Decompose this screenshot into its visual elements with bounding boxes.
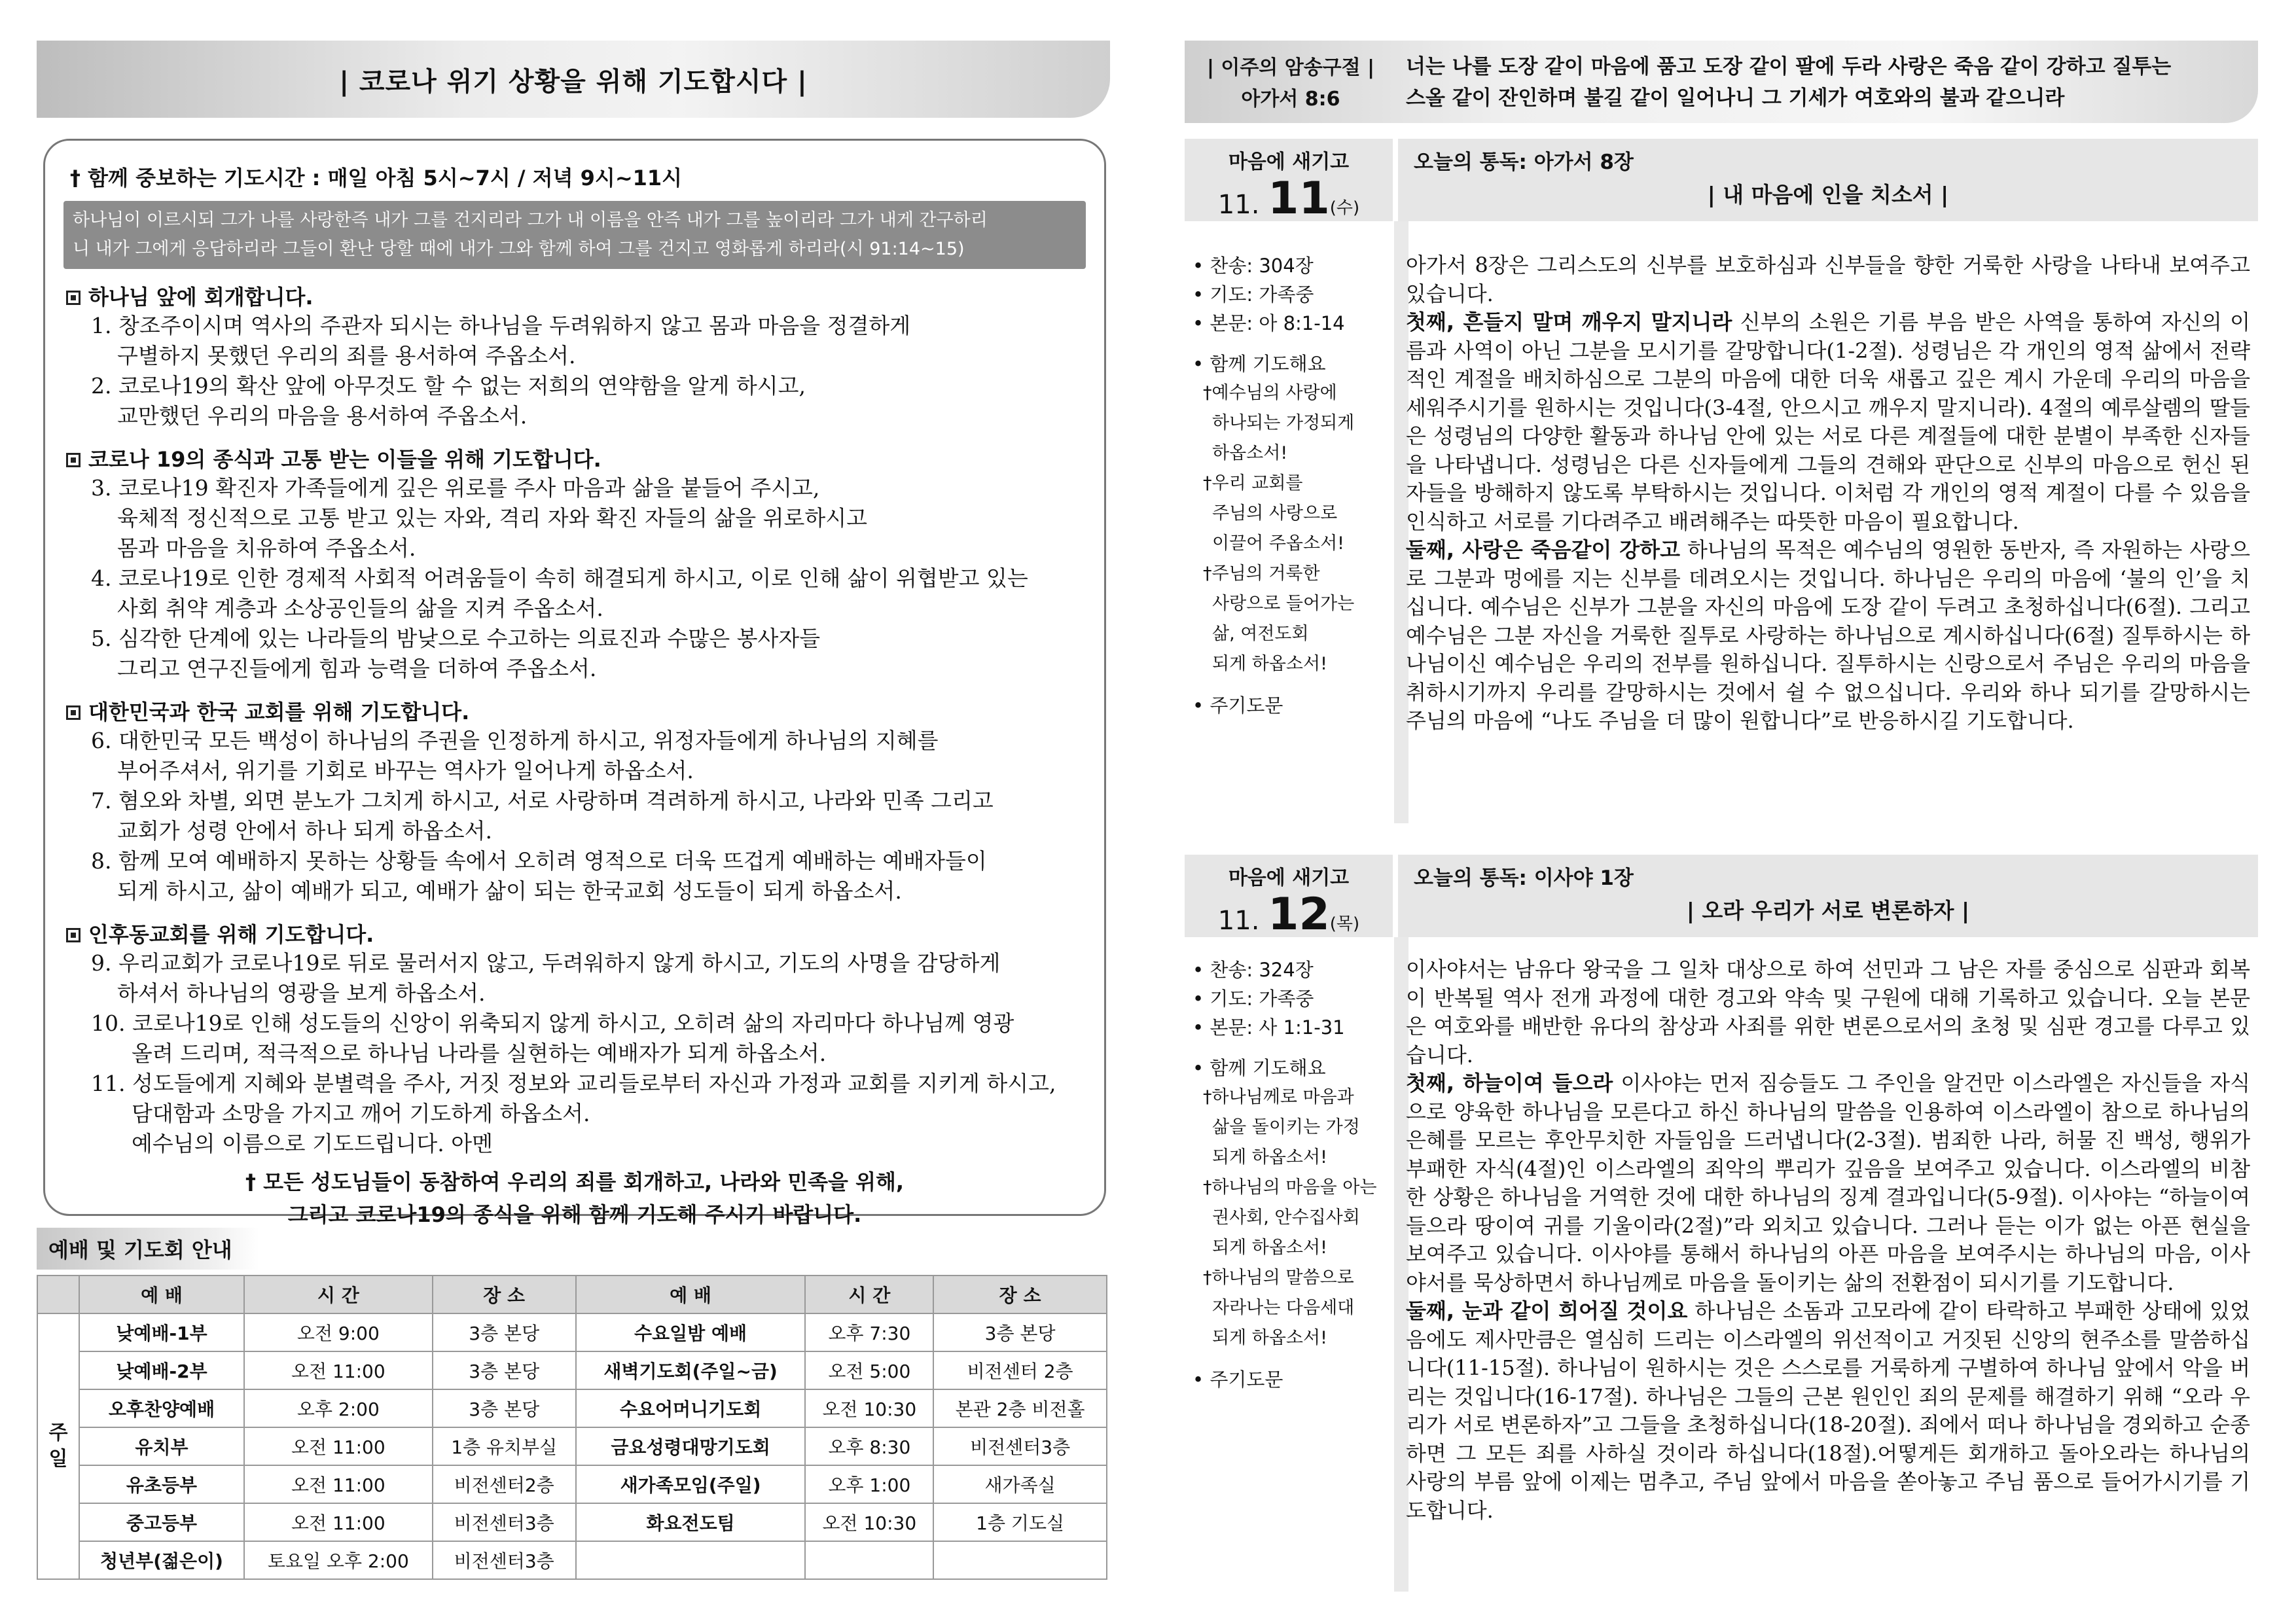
verse-box xyxy=(63,201,1086,269)
prayer-leader-label: • 기도: 가족중 xyxy=(1193,283,1314,306)
table-cell: 금요성령대망기도회 xyxy=(576,1427,806,1465)
table-header: 시 간 xyxy=(244,1275,433,1313)
table-cell: 비전센터 2층 xyxy=(933,1351,1107,1389)
prayer-leader-label: • 기도: 가족중 xyxy=(1193,988,1314,1010)
table-cell: 오전 5:00 xyxy=(805,1351,933,1389)
prayer-request: †주님의 거룩한 사랑으로 들어가는 삶, 여전도회 되게 하옵소서! xyxy=(1203,563,1355,674)
reading-subtitle: | 오라 우리가 서로 변론하자 | xyxy=(1686,898,1970,923)
day-body-1 xyxy=(1406,251,2250,736)
point-heading: 첫째, 흔들지 말며 깨우지 말지니라 xyxy=(1406,310,1732,334)
prayer-item-line: 담대함과 소망을 가지고 깨어 기도하게 하옵소서. xyxy=(132,1101,590,1126)
table-cell: 수요일밤 예배 xyxy=(576,1313,806,1351)
header-divider xyxy=(1393,139,1398,221)
worship-section-title: 예배 및 기도회 안내 xyxy=(37,1228,259,1270)
verse-line: 니 내가 그에게 응답하리라 그들이 환난 당할 때에 내가 그와 함께 하여 그를 건지고 영화롭게 하리라(시 91:14~15) xyxy=(73,239,965,259)
prayer-item-line: 되게 하시고, 삶이 예배가 되고, 예배가 삶이 되는 한국교회 성도들이 되게 하옵소서. xyxy=(117,878,902,904)
table-cell: 3층 본당 xyxy=(433,1351,576,1389)
table-cell: 오전 11:00 xyxy=(244,1503,433,1541)
table-cell: 오후 2:00 xyxy=(244,1389,433,1427)
table-row xyxy=(37,1427,1107,1465)
prayer-item-line: 11. 성도들에게 지혜와 분별력을 주사, 거짓 정보와 교리들로부터 자신과 가정과 교회를 지키게 하시고, xyxy=(91,1071,1056,1096)
day-label: 마음에 새기고 xyxy=(1228,866,1350,889)
reading-title: 오늘의 통독: 아가서 8장 xyxy=(1414,151,1634,174)
body-paragraph xyxy=(1406,308,2250,536)
day-sidebar-2 xyxy=(1193,955,1389,1394)
prayer-item-line: 7. 혐오와 차별, 외면 분노가 그치게 하시고, 서로 사랑하며 격려하게 하시고, 나라와 민족 그리고 xyxy=(91,788,994,813)
verse-line: 하나님이 이르시되 그가 나를 사랑한즉 내가 그를 건지리라 그가 내 이름을 안즉 내가 그를 높이리라 그가 내게 간구하리 xyxy=(73,210,988,230)
table-header: 예 배 xyxy=(79,1275,244,1313)
table-cell xyxy=(805,1541,933,1579)
day-sidebar-1 xyxy=(1193,251,1389,720)
prayer-list xyxy=(1193,378,1389,679)
pray-together-label: • 함께 기도해요 xyxy=(1193,1057,1326,1079)
square-bullet-icon xyxy=(66,928,81,942)
prayer-item-line: 9. 우리교회가 코로나19로 뒤로 물러서지 않고, 두려워하지 않게 하시고, 기도의 사명을 감당하게 xyxy=(91,950,1001,976)
prayer-list xyxy=(1193,1082,1389,1353)
table-cell: 오전 9:00 xyxy=(244,1313,433,1351)
table-cell: 3층 본당 xyxy=(433,1389,576,1427)
table-cell: 새가족실 xyxy=(933,1465,1107,1503)
table-cell: 오후찬양예배 xyxy=(79,1389,244,1427)
point-heading: 둘째, 사랑은 죽음같이 강하고 xyxy=(1406,537,1681,562)
table-cell: 청년부(젊은이) xyxy=(79,1541,244,1579)
table-cell: 오전 11:00 xyxy=(244,1427,433,1465)
table-row xyxy=(37,1541,1107,1579)
body-paragraph xyxy=(1406,1297,2250,1525)
prayer-item-line: 몸과 마음을 치유하여 주옵소서. xyxy=(117,535,416,561)
table-cell: 비전센터2층 xyxy=(433,1465,576,1503)
closing-message xyxy=(61,1166,1088,1231)
day-body-2 xyxy=(1406,955,2250,1525)
prayer-section-title xyxy=(66,281,1088,311)
table-header: 예 배 xyxy=(576,1275,806,1313)
prayer-item-line: 올려 드리며, 적극적으로 하나님 나라를 실현하는 예배자가 되게 하옵소서. xyxy=(132,1041,827,1066)
table-cell: 비전센터3층 xyxy=(433,1503,576,1541)
table-cell: 오후 8:30 xyxy=(805,1427,933,1465)
prayer-item-line: 1. 창조주이시며 역사의 주관자 되시는 하나님을 두려워하지 않고 몸과 마음을 정결하게 xyxy=(91,313,911,338)
date-weekday: (수) xyxy=(1329,198,1360,218)
sunday-side-label: 주 일 xyxy=(37,1313,79,1579)
table-header-row xyxy=(37,1275,1107,1313)
hymn-label: • 찬송: 324장 xyxy=(1193,959,1314,981)
prayer-item-line: 육체적 정신적으로 고통 받고 있는 자와, 격리 자와 확진 자들의 삶을 위로하시고 xyxy=(117,505,867,531)
header-divider xyxy=(1393,855,1398,937)
prayer-section-title xyxy=(66,918,1088,948)
prayer-item-line: 8. 함께 모여 예배하지 못하는 상황들 속에서 오히려 영적으로 더욱 뜨겁게 예배하는 예배자들이 xyxy=(91,848,987,874)
prayer-item-line: 그리고 연구진들에게 힘과 능력을 더하여 주옵소서. xyxy=(117,656,597,681)
table-cell xyxy=(933,1541,1107,1579)
date-month: 11. xyxy=(1217,906,1260,936)
lords-prayer-label: • 주기도문 xyxy=(1193,694,1283,717)
section-title-text: 하나님 앞에 회개합니다. xyxy=(88,285,314,310)
prayer-box xyxy=(43,139,1106,1227)
table-cell: 오후 7:30 xyxy=(805,1313,933,1351)
square-bullet-icon xyxy=(66,291,81,305)
table-cell: 오전 10:30 xyxy=(805,1389,933,1427)
table-row xyxy=(37,1389,1107,1427)
memory-verse-line: 스올 같이 잔인하며 불길 같이 일어나니 그 기세가 여호와의 불과 같으니라 xyxy=(1406,86,2065,110)
table-cell: 중고등부 xyxy=(79,1503,244,1541)
point-heading: 첫째, 하늘이여 들으라 xyxy=(1406,1071,1613,1096)
lords-prayer-label: • 주기도문 xyxy=(1193,1368,1283,1391)
point-text: 이사야는 먼저 짐승들도 그 주인을 알건만 이스라엘은 자신들을 자식으로 양육한 하나님을 모른다고 하신 하나님의 말씀을 인용하여 이스라엘이 참으로 하나님의 은혜를 모르는 후안무치한 자들임을 드러냅니다(2-3절). 범죄한 나라, 허물 진 백성, 행위가 부패한 자식(4절)인 이스라엘의 죄악의 뿌리가 깊음을 보여주고 있습니다. 이스라엘의 비참한 상황은 하나님을 거역한 것에 대한 하나님의 징계 결과입니다(5-9절). 이사야는 “하늘이여 들으라 땅이여 귀를 기울이라(2절)”라 외치고 있습니다. 그러나 듣는 이가 없는 아픈 현실을 보여주고 있습니다. 이사야를 통해서 하나님의 아픈 마음을 보여주시는 하나님의 마음, 이사야서를 묵상하면서 하나님께로 마음을 돌이키는 삶의 전환점이 되시기를 기도합니다. xyxy=(1406,1071,2250,1295)
table-row xyxy=(37,1503,1107,1541)
prayer-item-line: 3. 코로나19 확진자 가족들에게 깊은 위로를 주사 마음과 삶을 붙들어 주시고, xyxy=(91,475,820,501)
square-bullet-icon xyxy=(66,705,81,720)
prayer-item-line: 10. 코로나19로 인해 성도들의 신앙이 위축되지 않게 하시고, 오히려 삶의 자리마다 하나님께 영광 xyxy=(91,1010,1014,1036)
table-cell: 비전센터3층 xyxy=(433,1541,576,1579)
prayer-request: †예수님의 사랑에 하나되는 가정되게 하옵소서! xyxy=(1203,383,1355,463)
prayer-item-line: 5. 심각한 단계에 있는 나라들의 밤낮으로 수고하는 의료진과 수많은 봉사자들 xyxy=(91,626,821,651)
prayer-item-line: 구별하지 못했던 우리의 죄를 용서하여 주옵소서. xyxy=(117,343,576,368)
table-cell: 낮예배-1부 xyxy=(79,1313,244,1351)
prayer-section-title xyxy=(66,696,1088,726)
section-title-text: 대한민국과 한국 교회를 위해 기도합니다. xyxy=(88,700,470,724)
table-cell: 3층 본당 xyxy=(433,1313,576,1351)
table-cell: 오전 10:30 xyxy=(805,1503,933,1541)
body-paragraph xyxy=(1406,1069,2250,1297)
table-cell: 1층 기도실 xyxy=(933,1503,1107,1541)
prayer-item-line: 2. 코로나19의 확산 앞에 아무것도 할 수 없는 저희의 연약함을 알게 하시고, xyxy=(91,373,806,399)
point-text: 하나님의 목적은 예수님의 영원한 동반자, 즉 자원하는 사랑으로 그분과 멍에를 지는 신부를 데려오시는 것입니다. 하나님은 우리의 마음에 ‘불의 인’을 치십니다. 예수님은 신부가 그분을 자신의 마음에 도장 같이 두려고 초청하십니다(6절). 그리고 예수님은 그분 자신을 거룩한 질투로 사랑하는 하나님으로 계시하십니다(6절) 질투하시는 하나님이신 예수님은 우리의 전부를 원하십니다. 질투하시는 신랑으로서 주님은 우리의 마음을 취하시기까지 우리를 갈망하시는 것에서 쉴 수 없으십니다. 우리와 하나 되기를 갈망하시는 주님의 마음에 “나도 주님을 더 많이 원합니다”로 반응하시길 기도합니다. xyxy=(1406,537,2250,733)
hymn-label: • 찬송: 304장 xyxy=(1193,255,1314,277)
point-text: 하나님은 소돔과 고모라에 같이 타락하고 부패한 상태에 있었음에도 제사만큼은 열심히 드리는 이스라엘의 위선적이고 거짓된 신앙의 현주소를 말씀하십니다(11-15절). 하나님이 원하시는 것은 스스로를 거룩하게 구별하여 하나님 앞에서 악을 버리는 것입니다(16-17절). 하나님은 그들의 근본 원인인 죄의 문제를 해결하기 위해 “오라 우리가 서로 변론하자”고 그들을 초청하십니다(18-20절). 죄에서 떠나 하나님을 경외하고 순종하면 그 모든 죄를 사하실 것이라 하십니다(18절).어떻게든 회개하고 돌아오라는 하나님의 사랑의 부름 앞에 이제는 멈추고, 주님 앞에서 마음을 쏟아놓고 주님 품으로 들어가시기를 기도합니다. xyxy=(1406,1298,2250,1523)
prayer-request: †하나님께로 마음과 삶을 돌이키는 가정 되게 하옵소서! xyxy=(1203,1087,1360,1168)
date-month: 11. xyxy=(1217,190,1260,220)
table-cell: 비전센터3층 xyxy=(933,1427,1107,1465)
prayer-item-line: 사회 취약 계층과 소상공인들의 삶을 지켜 주옵소서. xyxy=(117,596,603,621)
date-day: 11 xyxy=(1268,173,1330,224)
table-row xyxy=(37,1351,1107,1389)
prayer-request: †하나님의 마음을 아는 권사회, 안수집사회 되게 하옵소서! xyxy=(1203,1177,1377,1258)
pray-together-label: • 함께 기도해요 xyxy=(1193,353,1326,375)
date-day: 12 xyxy=(1268,889,1330,940)
table-cell: 수요어머니기도회 xyxy=(576,1389,806,1427)
day-header-1 xyxy=(1185,139,2258,224)
worship-table xyxy=(37,1275,1107,1580)
prayer-item-line: 부어주셔서, 위기를 기회로 바꾸는 역사가 일어나게 하옵소서. xyxy=(117,758,694,783)
section-title-text: 코로나 19의 종식과 고통 받는 이들을 위해 기도합니다. xyxy=(88,447,601,472)
square-bullet-icon xyxy=(66,453,81,467)
prayer-request: †우리 교회를 주님의 사랑으로 이끌어 주옵소서! xyxy=(1203,473,1344,554)
table-cell: 오전 11:00 xyxy=(244,1351,433,1389)
prayer-item-line: 6. 대한민국 모든 백성이 하나님의 주권을 인정하게 하시고, 위정자들에게 하나님의 지혜를 xyxy=(91,728,939,753)
table-cell: 유치부 xyxy=(79,1427,244,1465)
memory-label-ref: 아가서 8:6 xyxy=(1241,88,1340,111)
day-header-2 xyxy=(1185,855,2258,940)
table-cell: 새가족모임(주일) xyxy=(576,1465,806,1503)
table-cell: 유초등부 xyxy=(79,1465,244,1503)
memory-verse-text xyxy=(1406,51,2250,114)
prayer-section-title xyxy=(66,443,1088,473)
closing-line: 그리고 코로나19의 종식을 위해 함께 기도해 주시기 바랍니다. xyxy=(287,1202,862,1227)
body-paragraph: 아가서 8장은 그리스도의 신부를 보호하심과 신부들을 향한 거룩한 사랑을 나타내 보여주고 있습니다. xyxy=(1406,253,2250,306)
scripture-label: • 본문: 아 8:1-14 xyxy=(1193,312,1345,334)
prayer-item-line: 예수님의 이름으로 기도드립니다. 아멘 xyxy=(132,1131,493,1156)
prayer-request: †하나님의 말씀으로 자라나는 다음세대 되게 하옵소서! xyxy=(1203,1268,1355,1348)
table-row xyxy=(37,1313,1107,1351)
prayer-item-line: 교회가 성령 안에서 하나 되게 하옵소서. xyxy=(117,818,492,844)
memory-verse-label xyxy=(1189,52,1393,115)
table-header: 장 소 xyxy=(933,1275,1107,1313)
table-header-corner xyxy=(37,1275,79,1313)
table-header: 장 소 xyxy=(433,1275,576,1313)
reading-subtitle: | 내 마음에 인을 치소서 | xyxy=(1707,182,1949,207)
point-text: 신부의 소원은 기름 부음 받은 사역을 통하여 자신의 이름과 사역이 아닌 그분을 모시기를 갈망합니다(1-2절). 성령님은 각 개인의 영적 삶에서 전략적인 계절을 배치하심으로 그분의 마음에 대한 더욱 새롭고 깊은 계시 가운데 우리의 마음을 세워주시기를 원하시는 것입니다(3-4절, 안으시고 깨우지 말지니라). 4절의 예루살렘의 딸들은 성령님의 다양한 활동과 하나님 안에 있는 서로 다른 계절들에 대한 분별이 부족한 신자들을 나타냅니다. 성령님은 다른 신자들에게 그들의 견해와 판단으로 신부의 마음으로 헌신 된 자들을 방해하지 않도록 부탁하시는 것입니다. 이처럼 각 개인의 영적 계절이 다를 수 있음을 인식하고 서로를 기다려주고 배려해주는 따뜻한 마음이 필요합니다. xyxy=(1406,310,2250,534)
table-cell: 3층 본당 xyxy=(933,1313,1107,1351)
prayer-item-line: 하셔서 하나님의 영광을 보게 하옵소서. xyxy=(117,980,486,1006)
table-cell: 낮예배-2부 xyxy=(79,1351,244,1389)
table-cell: 화요전도팀 xyxy=(576,1503,806,1541)
prayer-item-line: 4. 코로나19로 인한 경제적 사회적 어려움들이 속히 해결되게 하시고, 이로 인해 삶이 위협받고 있는 xyxy=(91,565,1028,591)
scripture-label: • 본문: 사 1:1-31 xyxy=(1193,1016,1345,1039)
reading-title: 오늘의 통독: 이사야 1장 xyxy=(1414,866,1634,890)
memory-label-title: | 이주의 암송구절 | xyxy=(1206,56,1375,79)
day-date xyxy=(1185,173,1393,224)
point-heading: 둘째, 눈과 같이 희어질 것이요 xyxy=(1406,1298,1688,1323)
day-label: 마음에 새기고 xyxy=(1228,151,1350,173)
memory-verse-line: 너는 나를 도장 같이 마음에 품고 도장 같이 팔에 두라 사랑은 죽음 같이 강하고 질투는 xyxy=(1406,55,2172,79)
table-cell: 오후 1:00 xyxy=(805,1465,933,1503)
body-paragraph xyxy=(1406,536,2250,736)
prayer-time: † 함께 중보하는 기도시간 : 매일 아침 5시~7시 / 저녁 9시~11시 xyxy=(70,166,683,190)
table-row xyxy=(37,1465,1107,1503)
worship-table-body xyxy=(37,1313,1107,1579)
table-header: 시 간 xyxy=(805,1275,933,1313)
day-date xyxy=(1185,889,1393,940)
table-cell: 본관 2층 비전홀 xyxy=(933,1389,1107,1427)
table-cell: 1층 유치부실 xyxy=(433,1427,576,1465)
table-cell: 새벽기도회(주일~금) xyxy=(576,1351,806,1389)
prayer-banner: | 코로나 위기 상황을 위해 기도합시다 | xyxy=(37,41,1110,118)
date-weekday: (목) xyxy=(1329,914,1360,934)
body-paragraph: 이사야서는 남유다 왕국을 그 일차 대상으로 하여 선민과 그 남은 자를 중심으로 심판과 회복이 반복될 역사 전개 과정에 대한 경고와 약속 및 구원에 대해 기록하고 있습니다. 오늘 본문은 여호와를 배반한 유다의 참상과 사죄를 위한 변론으로서의 초청 및 심판 경고를 다루고 있습니다. xyxy=(1406,957,2250,1067)
prayer-item-line: 교만했던 우리의 마음을 용서하여 주옵소서. xyxy=(117,403,528,429)
table-cell: 오전 11:00 xyxy=(244,1465,433,1503)
prayer-sections xyxy=(61,281,1088,1159)
table-cell xyxy=(576,1541,806,1579)
section-title-text: 인후동교회를 위해 기도합니다. xyxy=(88,922,374,947)
closing-line: † 모든 성도님들이 동참하여 우리의 죄를 회개하고, 나라와 민족을 위해, xyxy=(245,1169,905,1194)
table-cell: 토요일 오후 2:00 xyxy=(244,1541,433,1579)
